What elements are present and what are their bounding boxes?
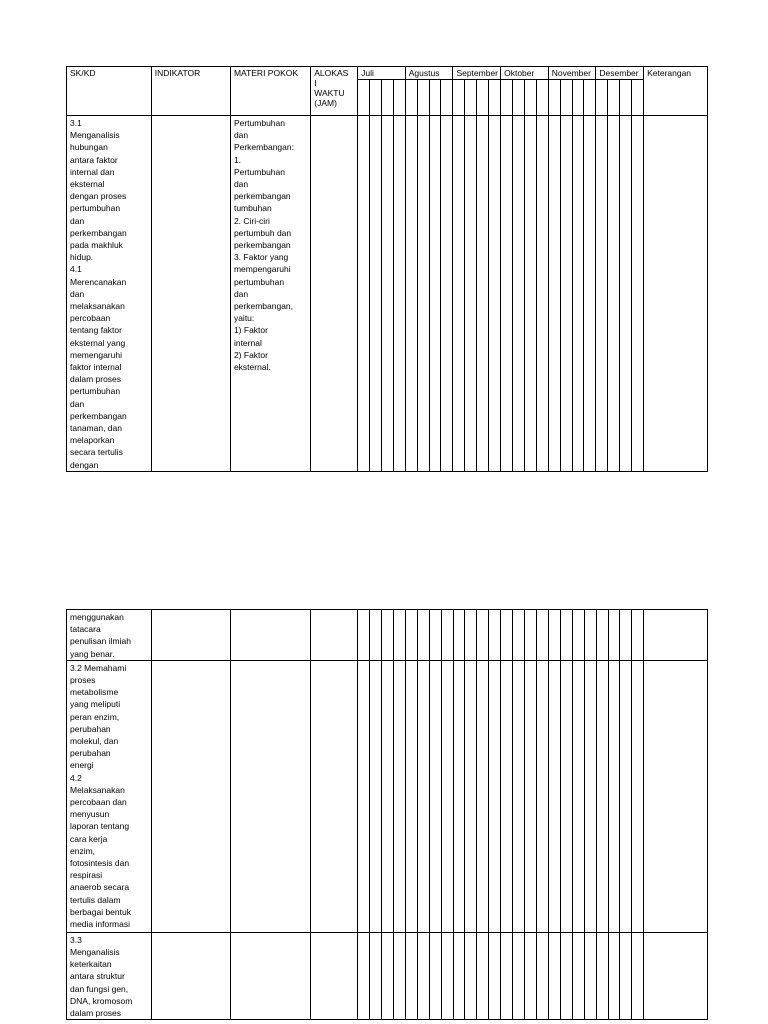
week-header-cell — [489, 80, 501, 116]
cell-week — [548, 660, 560, 932]
cell-week — [370, 932, 382, 1019]
cell-week — [632, 660, 644, 932]
week-header-cell — [441, 80, 453, 116]
cell-week — [548, 610, 560, 661]
cell-week — [358, 116, 370, 472]
cell-week — [525, 932, 537, 1019]
cell-week — [560, 610, 572, 661]
cell-week — [381, 116, 393, 472]
cell-alokasi-waktu — [311, 610, 358, 661]
cell-materi-pokok — [231, 660, 311, 932]
cell-week — [453, 610, 465, 661]
week-header-cell — [524, 80, 536, 116]
cell-week — [632, 932, 644, 1019]
cell-week — [537, 932, 549, 1019]
cell-week — [465, 610, 477, 661]
cell-week — [620, 116, 632, 472]
cell-week — [620, 610, 632, 661]
cell-week — [584, 116, 596, 472]
cell-week — [560, 116, 572, 472]
week-header-cell — [608, 80, 620, 116]
week-header-cell — [393, 80, 405, 116]
cell-week — [584, 610, 596, 661]
cell-week — [370, 660, 382, 932]
header-keterangan: Keterangan — [644, 67, 708, 116]
cell-sk-kd: 3.2 Memahami proses metabolisme yang meliputi peran enzim, perubahan molekul, dan perubahan energi 4.2 Melaksanakan percobaan dan menyusun laporan tentang cara kerja enzim, fotosintesis dan respirasi anaerob secara tertulis dalam berbagai bentuk media informasi — [67, 660, 152, 932]
cell-week — [393, 932, 405, 1019]
cell-week — [382, 610, 394, 661]
cell-indikator — [151, 932, 230, 1019]
cell-week — [417, 660, 429, 932]
header-month: November — [548, 67, 596, 80]
header-indikator: INDIKATOR — [151, 67, 230, 116]
header-month: September — [453, 67, 501, 80]
cell-week — [620, 660, 632, 932]
header-month: Oktober — [501, 67, 549, 80]
cell-week — [548, 116, 560, 472]
cell-week — [477, 660, 489, 932]
cell-week — [537, 660, 549, 932]
cell-week — [489, 660, 501, 932]
cell-week — [465, 932, 477, 1019]
cell-week — [596, 660, 608, 932]
cell-week — [429, 116, 441, 472]
cell-week — [465, 116, 477, 472]
cell-alokasi-waktu — [311, 660, 358, 932]
cell-week — [417, 932, 429, 1019]
cell-week — [453, 660, 465, 932]
week-header-cell — [560, 80, 572, 116]
cell-week — [477, 610, 489, 661]
cell-week — [477, 116, 489, 472]
week-header-cell — [453, 80, 465, 116]
week-header-cell — [370, 80, 382, 116]
cell-week — [382, 932, 394, 1019]
cell-alokasi-waktu — [311, 932, 358, 1019]
cell-sk-kd: 3.3 Menganalisis keterkaitan antara struktur dan fungsi gen, DNA, kromosom dalam proses — [67, 932, 152, 1019]
cell-week — [513, 932, 525, 1019]
cell-week — [417, 116, 429, 472]
cell-week — [453, 116, 465, 472]
cell-materi-pokok: Pertumbuhan dan Perkembangan: 1. Pertumbuhan dan perkembangan tumbuhan 2. Ciri-ciri pertumbuh dan perkembangan 3. Faktor yang mempengaruhi pertumbuhan dan perkembangan, yaitu: 1) Faktor internal 2) Faktor eksternal. — [230, 116, 310, 472]
week-header-cell — [358, 80, 370, 116]
cell-keterangan — [644, 660, 708, 932]
cell-week — [513, 116, 525, 472]
week-header-cell — [584, 80, 596, 116]
cell-indikator — [151, 660, 230, 932]
week-header-cell — [572, 80, 584, 116]
cell-week — [596, 116, 608, 472]
header-month: Agustus — [405, 67, 453, 80]
cell-week — [441, 116, 453, 472]
cell-week — [548, 932, 560, 1019]
cell-week — [370, 116, 382, 472]
week-header-cell — [417, 80, 429, 116]
cell-week — [429, 660, 441, 932]
cell-week — [513, 610, 525, 661]
cell-week — [405, 660, 417, 932]
cell-sk-kd: 3.1 Menganalisis hubungan antara faktor internal dan eksternal dengan proses pertumbuhan dan perkembangan pada makhluk hidup. 4.1 Merencanakan dan melaksanakan percobaan tentang faktor eksternal yang memengaruhi faktor internal dalam proses pertumbuhan dan perkembangan tanaman, dan melaporkan secara tertulis dengan — [67, 116, 152, 472]
cell-week — [489, 610, 501, 661]
cell-week — [393, 610, 405, 661]
cell-week — [441, 932, 453, 1019]
week-header-cell — [465, 80, 477, 116]
week-header-cell — [501, 80, 513, 116]
cell-week — [465, 660, 477, 932]
cell-week — [405, 116, 417, 472]
cell-week — [572, 932, 584, 1019]
cell-alokasi-waktu — [311, 116, 358, 472]
header-alokasi-waktu: ALOKAS I WAKTU (JAM) — [311, 67, 358, 116]
cell-sk-kd: menggunakan tatacara penulisan ilmiah yang benar. — [67, 610, 152, 661]
cell-week — [525, 610, 537, 661]
cell-week — [405, 932, 417, 1019]
week-header-cell — [548, 80, 560, 116]
cell-week — [429, 610, 441, 661]
cell-week — [608, 116, 620, 472]
schedule-table-1 — [66, 66, 708, 472]
cell-week — [417, 610, 429, 661]
cell-week — [501, 932, 513, 1019]
cell-week — [620, 932, 632, 1019]
header-month: Desember — [596, 67, 644, 80]
cell-week — [405, 610, 417, 661]
cell-week — [572, 660, 584, 932]
cell-week — [572, 610, 584, 661]
cell-week — [429, 932, 441, 1019]
cell-week — [441, 610, 453, 661]
cell-keterangan — [644, 116, 708, 472]
cell-week — [608, 660, 620, 932]
cell-week — [572, 116, 584, 472]
cell-week — [525, 660, 537, 932]
week-header-cell — [405, 80, 417, 116]
cell-week — [632, 116, 644, 472]
cell-week — [596, 932, 608, 1019]
table-row — [67, 932, 708, 1019]
cell-week — [513, 660, 525, 932]
cell-week — [584, 932, 596, 1019]
week-header-cell — [632, 80, 644, 116]
week-header-cell — [513, 80, 525, 116]
week-header-cell — [536, 80, 548, 116]
cell-week — [584, 660, 596, 932]
cell-week — [477, 932, 489, 1019]
cell-week — [596, 610, 608, 661]
cell-week — [393, 116, 405, 472]
week-header-cell — [620, 80, 632, 116]
cell-week — [537, 610, 549, 661]
schedule-table-2 — [66, 609, 708, 1020]
cell-week — [501, 116, 513, 472]
cell-week — [489, 932, 501, 1019]
cell-week — [560, 932, 572, 1019]
cell-week — [524, 116, 536, 472]
week-header-cell — [596, 80, 608, 116]
cell-week — [393, 660, 405, 932]
cell-week — [560, 660, 572, 932]
cell-keterangan — [644, 610, 708, 661]
header-materi-pokok: MATERI POKOK — [230, 67, 310, 116]
cell-week — [358, 610, 370, 661]
week-header-cell — [429, 80, 441, 116]
cell-week — [608, 932, 620, 1019]
table-row — [67, 660, 708, 932]
cell-week — [358, 660, 370, 932]
cell-week — [632, 610, 644, 661]
cell-indikator — [151, 610, 230, 661]
cell-week — [608, 610, 620, 661]
cell-week — [370, 610, 382, 661]
cell-materi-pokok — [231, 932, 311, 1019]
cell-week — [453, 932, 465, 1019]
cell-keterangan — [644, 932, 708, 1019]
cell-week — [358, 932, 370, 1019]
cell-week — [489, 116, 501, 472]
cell-indikator — [151, 116, 230, 472]
table-row — [67, 610, 708, 661]
cell-week — [501, 660, 513, 932]
week-header-cell — [381, 80, 393, 116]
cell-materi-pokok — [231, 610, 311, 661]
cell-week — [501, 610, 513, 661]
week-header-cell — [477, 80, 489, 116]
cell-week — [382, 660, 394, 932]
cell-week — [536, 116, 548, 472]
header-month: Juli — [358, 67, 406, 80]
header-sk-kd: SK/KD — [67, 67, 152, 116]
cell-week — [441, 660, 453, 932]
